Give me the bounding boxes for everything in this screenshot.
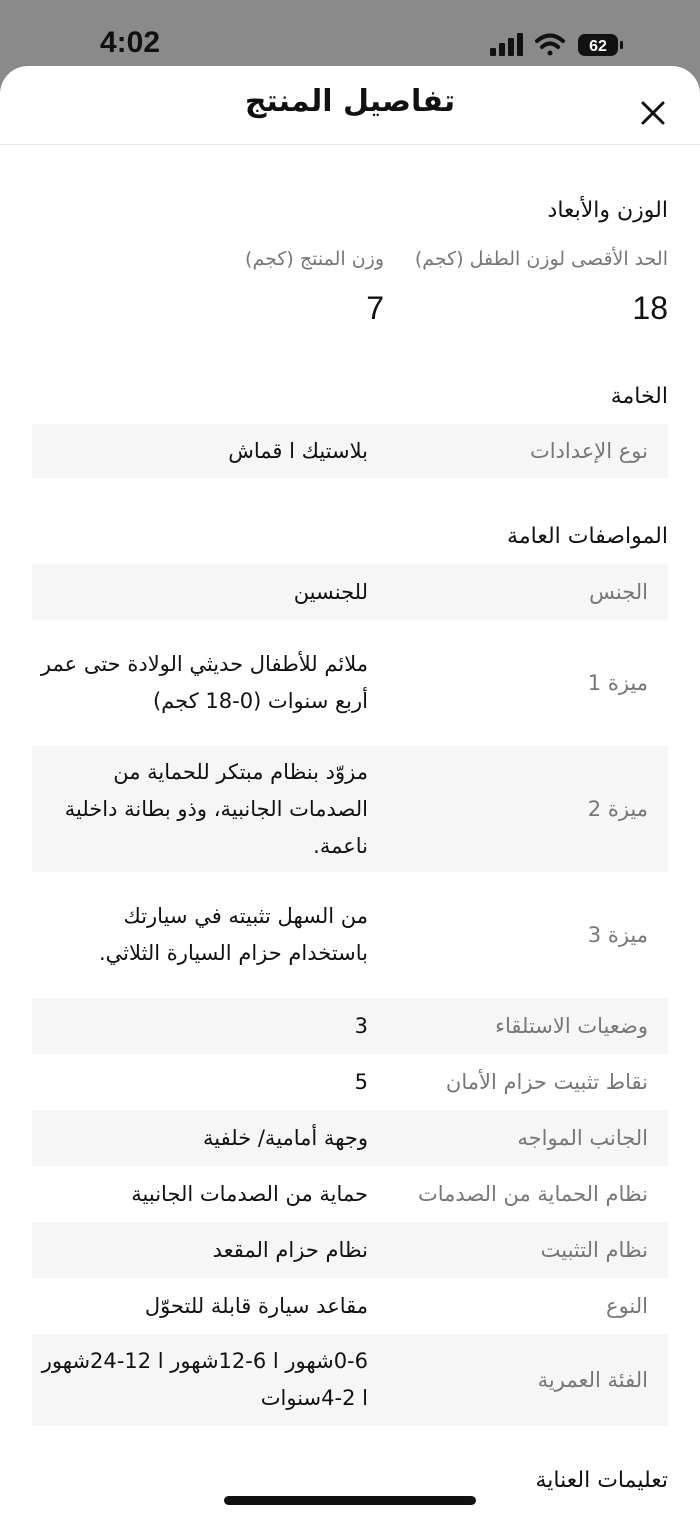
- section-title-general: المواصفات العامة: [507, 524, 668, 549]
- section-title-weight: الوزن والأبعاد: [547, 198, 668, 223]
- page-title: تفاصيل المنتج: [244, 84, 456, 119]
- table-row: [32, 1222, 668, 1278]
- max-child-weight-label: الحد الأقصى لوزن الطفل (كجم): [414, 248, 668, 270]
- table-row: [32, 998, 668, 1054]
- row-value: وجهة أمامية/ خلفية: [203, 1125, 368, 1150]
- section-title-material: الخامة: [610, 384, 668, 409]
- row-label: ميزة 3: [587, 923, 648, 947]
- row-label: نوع الإعدادات: [529, 439, 648, 463]
- table-row: [32, 1166, 668, 1222]
- max-child-weight-value: 18: [632, 290, 668, 326]
- svg-text:62: 62: [589, 38, 607, 55]
- wifi-icon: [537, 36, 563, 56]
- status-time: 4:02: [100, 26, 161, 59]
- table-row: [32, 1110, 668, 1166]
- close-icon: [641, 101, 665, 125]
- row-label: الجنس: [589, 580, 648, 604]
- row-value: 3: [354, 1013, 368, 1038]
- table-row: [32, 872, 668, 998]
- row-label: النوع: [606, 1294, 648, 1318]
- table-row: [32, 1278, 668, 1334]
- row-label: الفئة العمرية: [537, 1368, 648, 1392]
- product-weight-label: وزن المنتج (كجم): [245, 248, 384, 270]
- row-value: من السهل تثبيته في سيارتك باستخدام حزام السيارة الثلاثي.: [99, 904, 368, 965]
- row-label: نظام التثبيت: [540, 1238, 648, 1262]
- product-details-sheet: [0, 66, 700, 1518]
- table-row: [32, 620, 668, 746]
- row-value: 5: [354, 1069, 368, 1094]
- home-indicator: [224, 1496, 476, 1505]
- row-label: نقاط تثبيت حزام الأمان: [445, 1070, 648, 1094]
- row-value: للجنسين: [293, 579, 368, 604]
- row-value: حماية من الصدمات الجانبية: [131, 1181, 368, 1206]
- section-title-care: تعليمات العناية: [535, 1468, 668, 1493]
- row-value: بلاستيك ا قماش: [228, 438, 368, 463]
- sheet-header: [0, 66, 700, 145]
- status-icons: [490, 30, 650, 60]
- cellular-signal-icon: [490, 33, 523, 56]
- row-label: ميزة 1: [587, 671, 648, 695]
- table-row: [32, 424, 668, 478]
- row-value: 0-6شهور ا 6-12شهور ا 12-24شهور ا 2-4سنوات: [41, 1349, 368, 1410]
- material-table: [32, 424, 668, 478]
- signal-wifi-battery-icons: [490, 30, 650, 60]
- row-value: نظام حزام المقعد: [212, 1237, 368, 1262]
- table-row: [32, 746, 668, 872]
- row-value: مزوّد بنظام مبتكر للحماية من الصدمات الجانبية، وذو بطانة داخلية ناعمة.: [64, 759, 368, 858]
- table-row: [32, 564, 668, 620]
- general-specs-table: [32, 564, 668, 1426]
- status-bar: [0, 0, 700, 70]
- row-label: نظام الحماية من الصدمات: [417, 1182, 648, 1206]
- row-value: ملائم للأطفال حديثي الولادة حتى عمر أربع سنوات (0-18 كجم): [40, 652, 368, 713]
- table-row: [32, 1334, 668, 1426]
- table-row: [32, 1054, 668, 1110]
- row-label: وضعيات الاستلقاء: [495, 1014, 648, 1038]
- product-weight-value: 7: [366, 290, 384, 326]
- row-label: الجانب المواجه: [517, 1126, 648, 1150]
- row-label: ميزة 2: [587, 797, 648, 821]
- close-button[interactable]: [630, 90, 676, 136]
- row-value: مقاعد سيارة قابلة للتحوّل: [144, 1293, 368, 1318]
- battery-icon: [578, 34, 623, 56]
